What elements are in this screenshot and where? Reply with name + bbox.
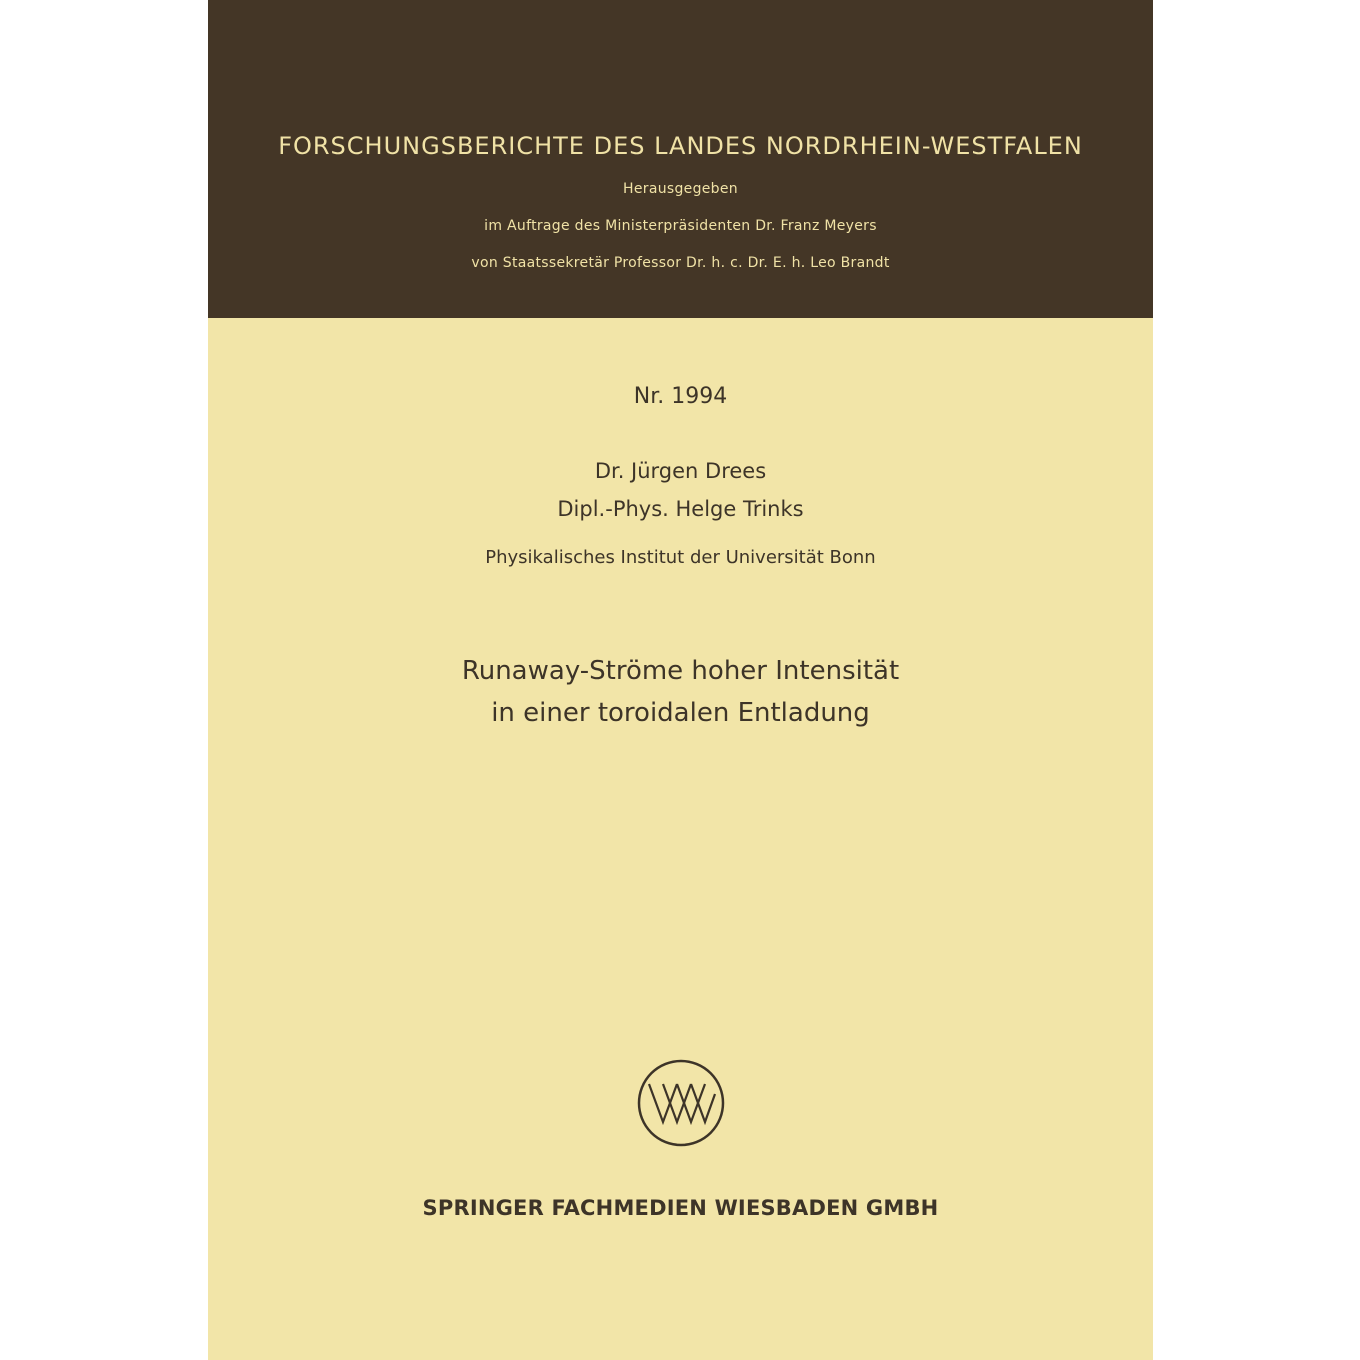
report-number: Nr. 1994	[633, 384, 728, 409]
header-band	[208, 0, 1153, 318]
book-cover	[208, 0, 1153, 1360]
editor-line-2: im Auftrage des Ministerpräsidenten Dr. Franz Meyers	[484, 218, 877, 234]
series-title: FORSCHUNGSBERICHTE DES LANDES NORDRHEIN-WESTFALEN	[278, 132, 1083, 160]
editor-line-3: von Staatssekretär Professor Dr. h. c. Dr. E. h. Leo Brandt	[471, 255, 890, 271]
title-line-1: Runaway-Ströme hoher Intensität	[461, 656, 900, 686]
editor-line-1: Herausgegeben	[623, 181, 738, 197]
author-1: Dr. Jürgen Drees	[594, 459, 767, 483]
publisher: SPRINGER FACHMEDIEN WIESBADEN GMBH	[422, 1196, 939, 1220]
institute: Physikalisches Institut der Universität Bonn	[485, 547, 876, 568]
author-2: Dipl.-Phys. Helge Trinks	[557, 497, 804, 521]
springer-w-circle-logo-icon	[636, 1058, 726, 1148]
title-line-2: in einer toroidalen Entladung	[491, 698, 870, 728]
